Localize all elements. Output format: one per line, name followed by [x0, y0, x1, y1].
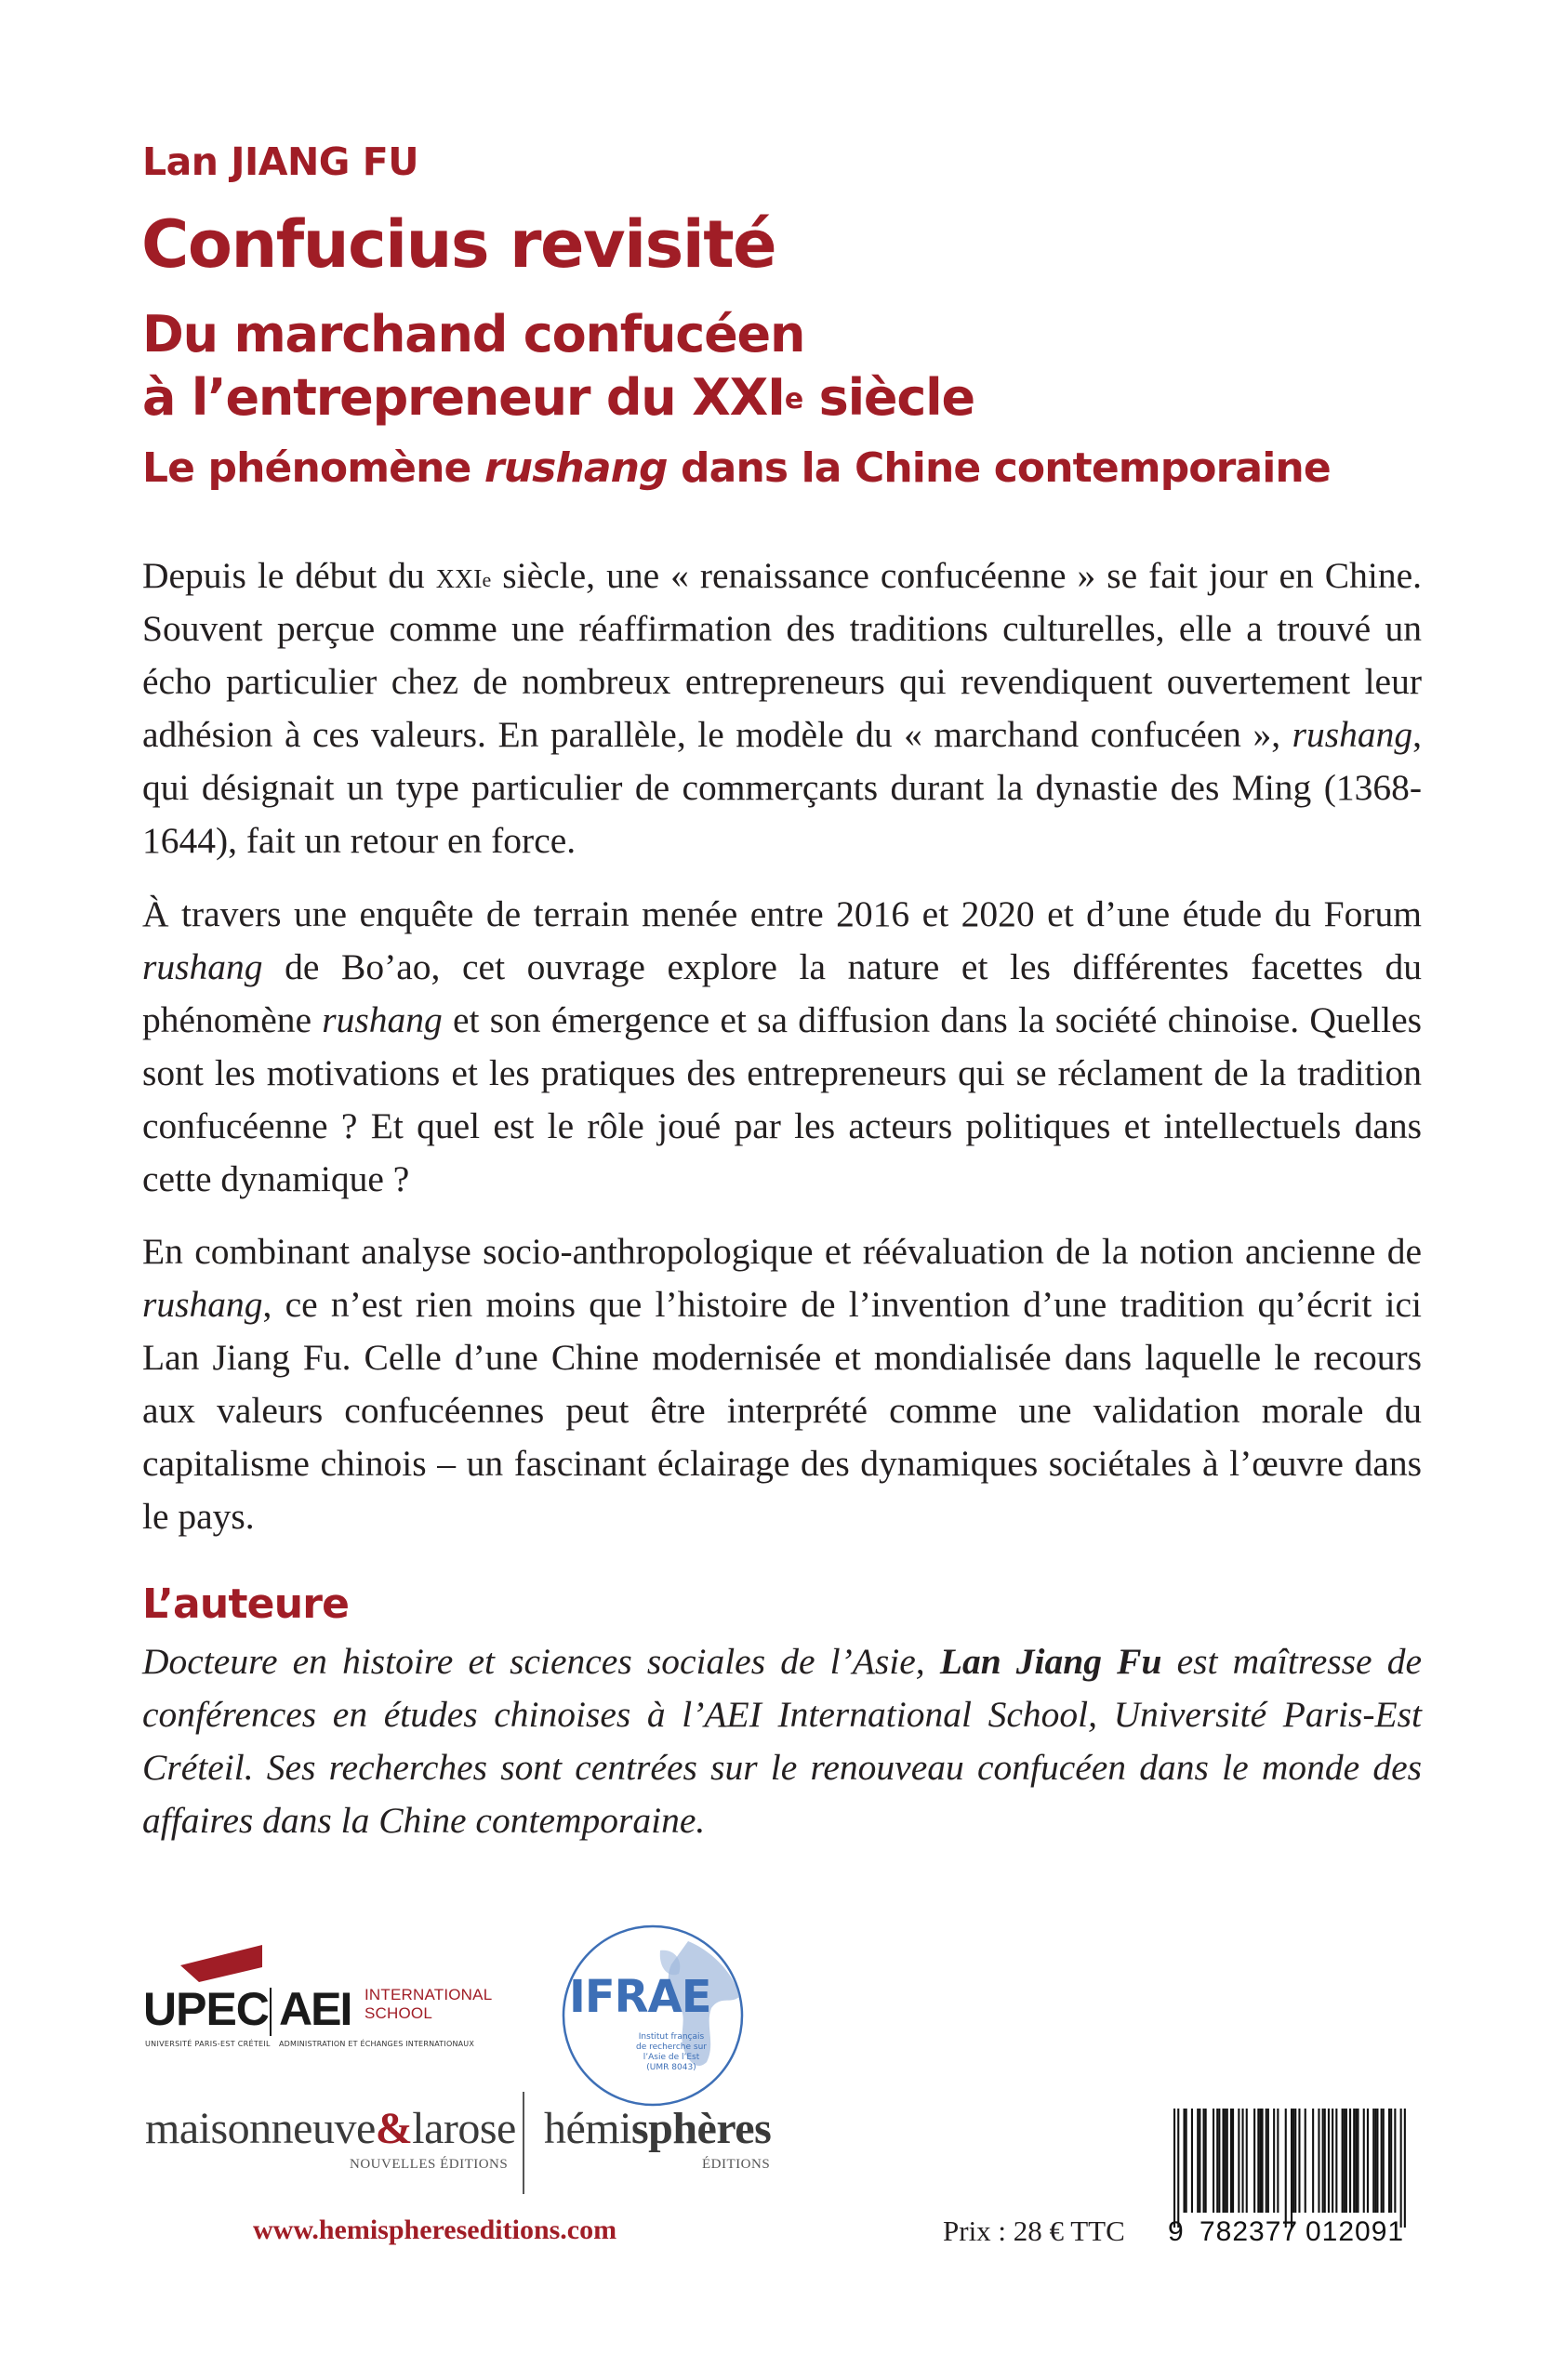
barcode-bar [1197, 2109, 1199, 2213]
book-subtitle [142, 303, 974, 430]
website-text: www.hemisphereseditions.com [253, 2215, 617, 2245]
subtitle-line-2-sup: e [784, 383, 803, 416]
about-author-text [142, 1635, 1422, 1847]
barcode-bar [1291, 2109, 1292, 2228]
subtitle-line-2-suffix: siècle [802, 368, 974, 427]
barcode-bar [1349, 2109, 1351, 2213]
aei-int-line-1: INTERNATIONAL [364, 1986, 493, 2003]
barcode-bar [1381, 2109, 1383, 2213]
barcode-bar [1177, 2109, 1179, 2228]
barcode-bar [1191, 2109, 1193, 2213]
ifrae-logo [549, 1923, 758, 2109]
barcode-bar [1328, 2109, 1330, 2213]
about-text-b: est maîtresse de conférences en études chinoises à l’AEI International School, Université Paris-Est Créteil. Ses recherches sont centrées sur le renouveau confucéen dans le monde des affaires dans la Chine contemporaine. [142, 1641, 1422, 1841]
barcode-bar [1374, 2109, 1376, 2213]
mais-subtitle: NOUVELLES ÉDITIONS [350, 2157, 509, 2172]
barcode-bar [1232, 2109, 1234, 2213]
barcode-icon [1166, 2109, 1419, 2228]
barcode-bar [1203, 2109, 1205, 2213]
p3-text-a: En combinant analyse socio-anthropologique et réévaluation de la notion ancienne de [142, 1231, 1422, 1272]
barcode-bar [1324, 2109, 1326, 2213]
barcode-bar [1355, 2109, 1357, 2213]
hemi-prefix: hémi [544, 2104, 631, 2153]
aei-int-line-2: SCHOOL [364, 2004, 432, 2022]
hemi-bold: sphères [630, 2104, 772, 2153]
barcode-bar [1186, 2109, 1187, 2213]
ifrae-sub-4: (UMR 8043) [646, 2063, 696, 2072]
p1-sup: e [482, 568, 492, 591]
barcode-bar [1305, 2109, 1306, 2213]
ifrae-sub-1: Institut français [638, 2032, 705, 2042]
book-subtitle-2 [142, 444, 1331, 492]
barcode-bar [1262, 2109, 1264, 2213]
barcode-bar [1199, 2109, 1200, 2213]
about-text-a: Docteure en histoire et sciences sociales de l’Asie, [142, 1641, 940, 1682]
barcode-bar [1205, 2109, 1207, 2213]
barcode-bar [1372, 2109, 1374, 2213]
barcode-bar [1345, 2109, 1347, 2213]
blurb-paragraph-1 [142, 549, 1422, 867]
p2-italic-2: rushang [322, 999, 443, 1040]
about-author-heading: L’auteure [142, 1580, 350, 1628]
barcode-bar [1312, 2109, 1314, 2213]
p1-text-c: , qui désignait un type particulier de commerçants durant la dynastie des Ming (1368-1644), fait un retour en force. [142, 714, 1422, 861]
isbn-group-2: 012091 [1306, 2216, 1405, 2247]
barcode-bar [1383, 2109, 1385, 2213]
author-name: Lan JIANG FU [142, 139, 419, 184]
mais-ampersand: & [375, 2104, 413, 2153]
barcode-bar [1292, 2109, 1294, 2213]
aei-international [364, 1986, 492, 2023]
mais-suffix: larose [412, 2104, 516, 2153]
barcode-bar [1216, 2109, 1218, 2213]
aei-wordmark: AEI [279, 1983, 351, 2035]
barcode-bar [1259, 2109, 1261, 2213]
publisher-website [253, 2215, 616, 2246]
barcode-bar [1257, 2109, 1259, 2213]
barcode-bar [1173, 2109, 1175, 2228]
p1-century: xxi [435, 555, 483, 596]
p3-italic: rushang [142, 1284, 263, 1325]
barcode-bar [1242, 2109, 1244, 2213]
p1-text-b: siècle, une « renaissance confucéenne » se fait jour en Chine. Souvent perçue comme une réaffirmation des traditions culturelles, elle a trouvé un écho particulier chez de nombreux entrepreneurs qui revendiquent ouvertement leur adhésion à ces valeurs. En parallèle, le modèle du « marchand confucéen », [142, 555, 1422, 755]
barcode-bar [1376, 2109, 1378, 2213]
ifrae-wordmark: IFRAE [569, 1971, 711, 2023]
blurb-paragraph-3 [142, 1225, 1422, 1543]
subtitle2-suffix: dans la Chine contemporaine [667, 444, 1331, 492]
logo-divider [270, 1988, 272, 2036]
p2-text-b: de Bo’ao, cet ouvrage explore la nature et les différentes facettes du phénomène [142, 946, 1422, 1040]
barcode-bar [1267, 2109, 1269, 2213]
barcode-bar [1213, 2109, 1214, 2213]
maisonneuve-larose-logo [145, 2103, 516, 2172]
about-author-name: Lan Jiang Fu [939, 1641, 1162, 1682]
subtitle2-prefix: Le phénomène [142, 444, 484, 492]
barcode-bar [1342, 2109, 1344, 2213]
aei-subtitle: ADMINISTRATION ET ÉCHANGES INTERNATIONAUX [279, 2040, 475, 2048]
barcode-bar [1230, 2109, 1232, 2213]
hemi-subtitle: ÉDITIONS [702, 2157, 771, 2172]
barcode-bar [1253, 2109, 1255, 2213]
barcode-bar [1318, 2109, 1319, 2213]
barcode-bar [1225, 2109, 1226, 2213]
barcode-bar [1394, 2109, 1396, 2213]
barcode-bar [1335, 2109, 1337, 2213]
barcode-bar [1322, 2109, 1324, 2213]
barcode-bar [1400, 2109, 1402, 2228]
barcode-bar [1184, 2109, 1186, 2213]
barcode-bar [1277, 2109, 1279, 2213]
barcode-bar [1367, 2109, 1369, 2213]
barcode-bar [1332, 2109, 1333, 2213]
isbn-first-digit: 9 [1168, 2216, 1184, 2247]
barcode-bar [1294, 2109, 1296, 2213]
barcode-bar [1246, 2109, 1248, 2213]
barcode-bar [1390, 2109, 1392, 2213]
barcode-bar [1226, 2109, 1228, 2213]
ifrae-sub-3: l’Asie de l’Est [643, 2053, 700, 2062]
price-label: Prix : 28 € TTC [943, 2215, 1125, 2247]
barcode-bar [1223, 2109, 1225, 2213]
upec-logo [143, 1945, 271, 2048]
barcode-bar [1353, 2109, 1355, 2213]
barcode-bar [1285, 2109, 1287, 2228]
barcode-bar [1344, 2109, 1345, 2213]
ifrae-subtitle [634, 2032, 709, 2073]
p1-italic: rushang [1292, 714, 1413, 755]
p2-text-c: et son émergence et sa diffusion dans la société chinoise. Quelles sont les motivations et les pratiques des entrepreneurs qui se réclament de la tradition confucéenne ? Et quel est le rôle joué par les acteurs politiques et intellectuels dans cette dynamique ? [142, 999, 1422, 1199]
barcode-bar [1238, 2109, 1239, 2213]
publisher-divider [523, 2092, 524, 2194]
barcode-bar [1404, 2109, 1406, 2228]
upec-subtitle: UNIVERSITÉ PARIS-EST CRÉTEIL [145, 2040, 271, 2048]
hemispheres-logo [544, 2103, 772, 2172]
p3-text-b: , ce n’est rien moins que l’histoire de l’invention d’une tradition qu’écrit ici Lan Jiang Fu. Celle d’une Chine modernisée et mondialisée dans laquelle le recours aux valeurs confucéennes peut être interprété comme une validation morale du capitalisme chinois – un fascinant éclairage des dynamiques sociétales à l’œuvre dans le pays. [142, 1284, 1422, 1537]
subtitle-line-1: Du marchand confucéen [142, 305, 805, 364]
barcode-bar [1218, 2109, 1220, 2213]
p2-text-a: À travers une enquête de terrain menée entre 2016 et 2020 et d’une étude du Forum [142, 893, 1422, 934]
mais-prefix: maisonneuve [145, 2104, 376, 2153]
blurb-paragraph-2 [142, 888, 1422, 1206]
barcode-bar [1363, 2109, 1365, 2213]
p1-text-a: Depuis le début du [142, 555, 436, 596]
book-title: Confucius revisité [141, 206, 776, 283]
subtitle2-italic: rushang [484, 444, 668, 492]
barcode-bar [1298, 2109, 1300, 2213]
barcode-bar [1388, 2109, 1390, 2213]
barcode-bar [1357, 2109, 1359, 2213]
barcode-bar [1273, 2109, 1275, 2213]
subtitle-line-2-prefix: à l’entrepreneur du XXI [142, 368, 785, 427]
p2-italic-1: rushang [142, 946, 263, 987]
isbn-group-1: 782377 [1200, 2216, 1299, 2247]
barcode-bar [1266, 2109, 1267, 2213]
upec-wordmark: UPEC [143, 1983, 269, 2035]
ifrae-sub-2: de recherche sur [636, 2043, 707, 2052]
